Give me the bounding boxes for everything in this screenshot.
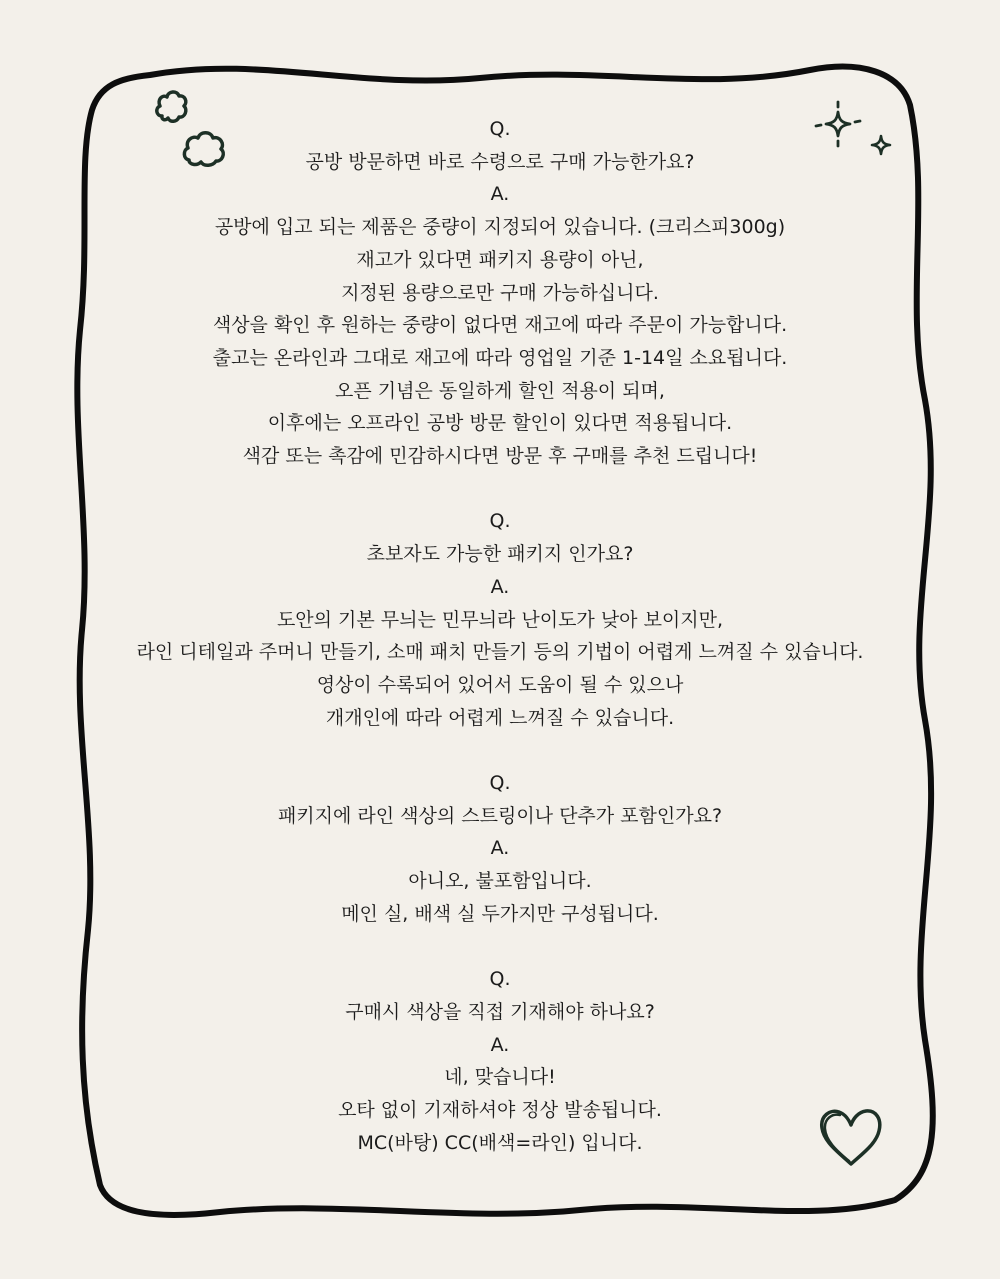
answer-line: 영상이 수록되어 있어서 도움이 될 수 있으나: [316, 673, 684, 696]
answer-line: 라인 디테일과 주머니 만들기, 소매 패치 만들기 등의 기법이 어렵게 느껴질 수 있습니다.: [136, 641, 864, 664]
question-marker: Q.: [489, 772, 511, 795]
answer-line: 도안의 기본 무늬는 민무늬라 난이도가 낮아 보이지만,: [276, 608, 724, 631]
answer-line: 오타 없이 기재하셔야 정상 발송됩니다.: [338, 1099, 662, 1122]
answer-line: 이후에는 오프라인 공방 방문 할인이 있다면 적용됩니다.: [267, 412, 733, 435]
answer-marker: A.: [490, 183, 510, 206]
question-text: 초보자도 가능한 패키지 인가요?: [366, 543, 634, 566]
faq-content: [95, 113, 905, 1159]
answer-line: 네, 맞습니다!: [444, 1066, 556, 1089]
question-marker: Q.: [489, 118, 511, 140]
question-marker: Q.: [489, 968, 511, 991]
question-text: 구매시 색상을 직접 기재해야 하나요?: [345, 1000, 655, 1023]
answer-line: 출고는 온라인과 그대로 재고에 따라 영업일 기준 1-14일 소요됩니다.: [212, 346, 788, 369]
answer-line: 오픈 기념은 동일하게 할인 적용이 되며,: [335, 379, 665, 402]
answer-line: 아니오, 불포함입니다.: [408, 870, 592, 893]
answer-marker: A.: [490, 837, 510, 860]
faq-item: [95, 113, 905, 473]
answer-marker: A.: [490, 1033, 510, 1056]
answer-marker: A.: [490, 575, 510, 598]
faq-item: [95, 963, 905, 1159]
answer-line: 지정된 용량으로만 구매 가능하십니다.: [341, 281, 659, 304]
answer-line: 공방에 입고 되는 제품은 중량이 지정되어 있습니다. (크리스피300g): [214, 216, 786, 239]
answer-line: 메인 실, 배색 실 두가지만 구성됩니다.: [341, 902, 659, 925]
question-marker: Q.: [489, 510, 511, 533]
answer-line: 색감 또는 촉감에 민감하시다면 방문 후 구매를 추천 드립니다!: [242, 445, 758, 468]
faq-item: [95, 767, 905, 931]
question-text: 패키지에 라인 색상의 스트링이나 단추가 포함인가요?: [277, 804, 723, 827]
answer-line: 개개인에 따라 어렵게 느껴질 수 있습니다.: [325, 706, 675, 729]
answer-line: 색상을 확인 후 원하는 중량이 없다면 재고에 따라 주문이 가능합니다.: [212, 314, 788, 337]
answer-line: MC(바탕) CC(배색=라인) 입니다.: [357, 1131, 643, 1154]
answer-line: 재고가 있다면 패키지 용량이 아닌,: [356, 248, 644, 271]
faq-item: [95, 505, 905, 734]
question-text: 공방 방문하면 바로 수령으로 구매 가능한가요?: [305, 150, 695, 173]
